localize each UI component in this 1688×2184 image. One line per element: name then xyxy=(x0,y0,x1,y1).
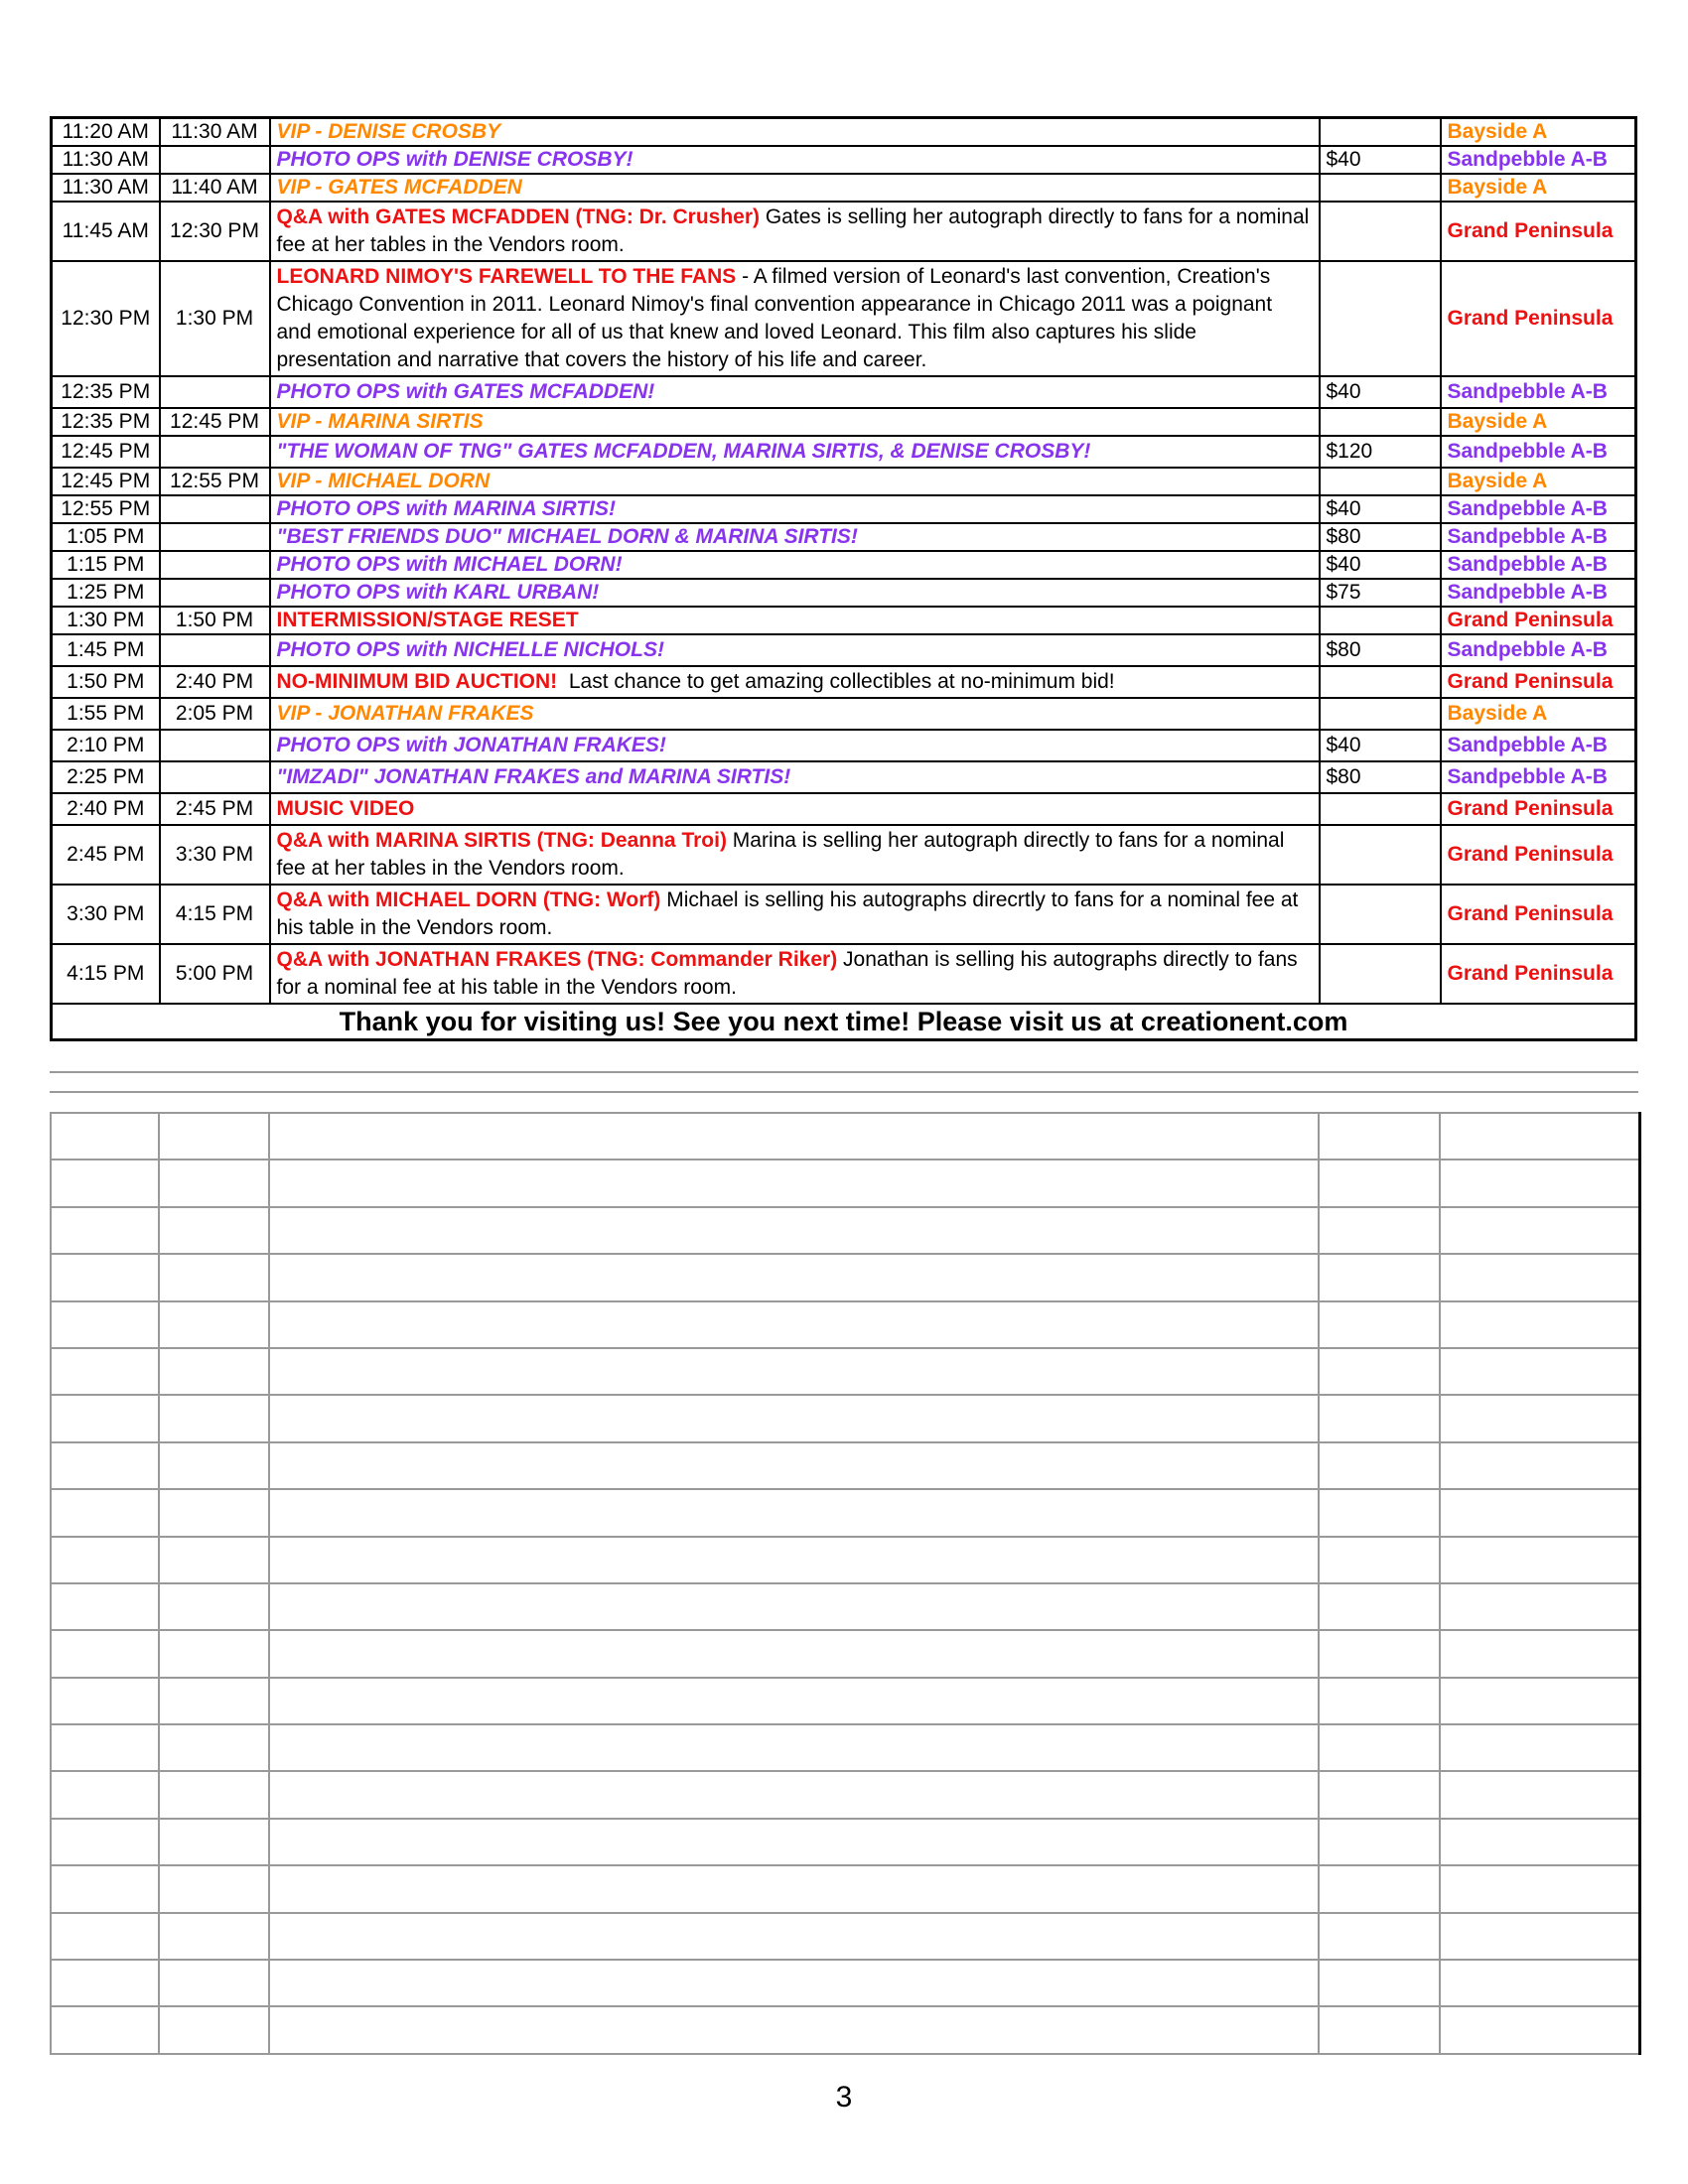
event-title: NO-MINIMUM BID AUCTION! xyxy=(276,670,558,693)
event-cell xyxy=(270,436,1320,468)
blank-cell xyxy=(51,1583,159,1630)
blank-row xyxy=(51,1489,1639,1536)
location: Sandpebble A-B xyxy=(1441,761,1636,793)
start-time: 11:30 AM xyxy=(52,174,160,202)
blank-cell xyxy=(269,1207,1319,1254)
blank-cell xyxy=(269,1913,1319,1960)
schedule-row xyxy=(52,666,1636,698)
blank-cell xyxy=(269,1819,1319,1865)
blank-cell xyxy=(269,1113,1319,1160)
location: Grand Peninsula xyxy=(1441,944,1636,1004)
end-time: 2:05 PM xyxy=(160,698,270,730)
schedule-row xyxy=(52,174,1636,202)
schedule-row xyxy=(52,261,1636,376)
start-time: 2:40 PM xyxy=(52,793,160,825)
start-time: 1:15 PM xyxy=(52,551,160,579)
price xyxy=(1320,261,1441,376)
schedule-row xyxy=(52,118,1636,147)
blank-cell xyxy=(269,1771,1319,1818)
event-title: VIP - MICHAEL DORN xyxy=(276,470,491,492)
blank-row xyxy=(51,2006,1639,2054)
event-title: PHOTO OPS with GATES MCFADDEN! xyxy=(276,380,655,403)
start-time: 1:05 PM xyxy=(52,523,160,551)
event-cell xyxy=(270,376,1320,408)
start-time: 3:30 PM xyxy=(52,885,160,944)
blank-cell xyxy=(159,1207,269,1254)
price xyxy=(1320,698,1441,730)
schedule-table xyxy=(50,116,1637,1041)
end-time xyxy=(160,579,270,607)
event-title: VIP - GATES MCFADDEN xyxy=(276,176,522,199)
blank-cell xyxy=(1440,1442,1639,1489)
location: Grand Peninsula xyxy=(1441,607,1636,634)
blank-cell xyxy=(159,1254,269,1300)
start-time: 1:30 PM xyxy=(52,607,160,634)
start-time: 12:30 PM xyxy=(52,261,160,376)
start-time: 12:35 PM xyxy=(52,376,160,408)
price xyxy=(1320,174,1441,202)
blank-row xyxy=(51,1113,1639,1160)
event-title: INTERMISSION/STAGE RESET xyxy=(276,609,579,631)
event-cell xyxy=(270,666,1320,698)
blank-cell xyxy=(51,1113,159,1160)
event-cell xyxy=(270,793,1320,825)
blank-cell xyxy=(269,1395,1319,1441)
location: Bayside A xyxy=(1441,468,1636,495)
blank-cell xyxy=(269,1865,1319,1912)
schedule-row xyxy=(52,607,1636,634)
end-time: 1:30 PM xyxy=(160,261,270,376)
blank-cell xyxy=(1440,1630,1639,1677)
end-time: 3:30 PM xyxy=(160,825,270,885)
blank-cell xyxy=(1319,1913,1440,1960)
location: Grand Peninsula xyxy=(1441,261,1636,376)
blank-row xyxy=(51,1301,1639,1348)
location: Grand Peninsula xyxy=(1441,885,1636,944)
event-cell xyxy=(270,825,1320,885)
schedule-body xyxy=(52,118,1636,1005)
start-time: 1:55 PM xyxy=(52,698,160,730)
price xyxy=(1320,885,1441,944)
end-time: 11:30 AM xyxy=(160,118,270,147)
price xyxy=(1320,607,1441,634)
price: $75 xyxy=(1320,579,1441,607)
blank-cell xyxy=(269,1724,1319,1771)
blank-cell xyxy=(269,1960,1319,2006)
schedule-row xyxy=(52,436,1636,468)
schedule-row xyxy=(52,761,1636,793)
blank-cell xyxy=(1440,1771,1639,1818)
event-cell xyxy=(270,730,1320,761)
event-title: PHOTO OPS with KARL URBAN! xyxy=(276,581,600,604)
location: Sandpebble A-B xyxy=(1441,376,1636,408)
blank-cell xyxy=(159,1960,269,2006)
event-cell xyxy=(270,408,1320,436)
start-time: 4:15 PM xyxy=(52,944,160,1004)
end-time: 5:00 PM xyxy=(160,944,270,1004)
start-time: 2:45 PM xyxy=(52,825,160,885)
blank-cell xyxy=(269,1630,1319,1677)
blank-cell xyxy=(1440,1348,1639,1395)
price: $40 xyxy=(1320,376,1441,408)
blank-row xyxy=(51,1442,1639,1489)
blank-row xyxy=(51,1819,1639,1865)
blank-cell xyxy=(159,1771,269,1818)
event-title: "THE WOMAN OF TNG" GATES MCFADDEN, MARINA SIRTIS, & DENISE CROSBY! xyxy=(276,440,1091,463)
blank-cell xyxy=(159,2006,269,2054)
blank-cell xyxy=(51,1395,159,1441)
event-cell xyxy=(270,634,1320,666)
event-title: "IMZADI" JONATHAN FRAKES and MARINA SIRTIS! xyxy=(276,765,791,788)
event-title: VIP - DENISE CROSBY xyxy=(276,120,501,143)
blank-cell xyxy=(51,1678,159,1724)
blank-cell xyxy=(159,1442,269,1489)
event-description: Last chance to get amazing collectibles at no-minimum bid! xyxy=(557,670,1115,693)
blank-cell xyxy=(269,2006,1319,2054)
location: Bayside A xyxy=(1441,698,1636,730)
price: $80 xyxy=(1320,634,1441,666)
blank-cell xyxy=(159,1630,269,1677)
price xyxy=(1320,793,1441,825)
blank-cell xyxy=(51,1819,159,1865)
blank-cell xyxy=(51,1489,159,1536)
event-cell xyxy=(270,944,1320,1004)
event-cell xyxy=(270,261,1320,376)
end-time xyxy=(160,730,270,761)
blank-cell xyxy=(159,1160,269,1206)
blank-cell xyxy=(51,1301,159,1348)
blank-cell xyxy=(159,1489,269,1536)
blank-cell xyxy=(1440,1583,1639,1630)
blank-cell xyxy=(1440,1865,1639,1912)
location: Sandpebble A-B xyxy=(1441,634,1636,666)
end-time: 12:45 PM xyxy=(160,408,270,436)
blank-cell xyxy=(1319,1160,1440,1206)
blank-row xyxy=(51,1395,1639,1441)
schedule-row xyxy=(52,825,1636,885)
blank-cell xyxy=(1440,1537,1639,1583)
blank-cell xyxy=(51,1160,159,1206)
event-cell xyxy=(270,698,1320,730)
event-cell xyxy=(270,146,1320,174)
end-time: 1:50 PM xyxy=(160,607,270,634)
start-time: 12:35 PM xyxy=(52,408,160,436)
blank-row xyxy=(51,1348,1639,1395)
blank-cell xyxy=(51,1865,159,1912)
blank-cell xyxy=(51,1771,159,1818)
event-description: Marina is selling her autograph directly to fans for a nominal fee at her tables in the Vendors room. xyxy=(276,829,1291,880)
blank-cell xyxy=(1440,1301,1639,1348)
event-description: Jonathan is selling his autographs directly to fans for a nominal fee at his table in the Vendors room. xyxy=(276,948,1304,999)
blank-cell xyxy=(1319,1865,1440,1912)
blank-cell xyxy=(269,1301,1319,1348)
blank-cell xyxy=(51,1724,159,1771)
price: $80 xyxy=(1320,761,1441,793)
blank-cell xyxy=(1319,1489,1440,1536)
event-title: VIP - JONATHAN FRAKES xyxy=(276,702,534,725)
footer-row xyxy=(52,1004,1636,1040)
price xyxy=(1320,666,1441,698)
blank-cell xyxy=(1319,2006,1440,2054)
blank-cell xyxy=(1319,1678,1440,1724)
blank-cell xyxy=(1440,1724,1639,1771)
blank-cell xyxy=(1440,1113,1639,1160)
blank-cell xyxy=(1319,1113,1440,1160)
blank-row xyxy=(51,1960,1639,2006)
blank-row xyxy=(51,1207,1639,1254)
schedule-row xyxy=(52,730,1636,761)
blank-cell xyxy=(1440,2006,1639,2054)
event-title: LEONARD NIMOY'S FAREWELL TO THE FANS xyxy=(276,265,737,288)
schedule-row xyxy=(52,146,1636,174)
blank-cell xyxy=(51,1913,159,1960)
blank-cell xyxy=(51,1348,159,1395)
start-time: 1:50 PM xyxy=(52,666,160,698)
start-time: 12:45 PM xyxy=(52,468,160,495)
event-cell xyxy=(270,607,1320,634)
price xyxy=(1320,825,1441,885)
blank-cell xyxy=(269,1678,1319,1724)
price xyxy=(1320,468,1441,495)
blank-cell xyxy=(1319,1348,1440,1395)
location: Grand Peninsula xyxy=(1441,202,1636,261)
blank-cell xyxy=(51,1630,159,1677)
blank-cell xyxy=(51,2006,159,2054)
blank-row xyxy=(51,1771,1639,1818)
blank-cell xyxy=(159,1395,269,1441)
blank-cell xyxy=(1319,1254,1440,1300)
event-title: PHOTO OPS with MICHAEL DORN! xyxy=(276,553,623,576)
location: Sandpebble A-B xyxy=(1441,495,1636,523)
event-title: PHOTO OPS with JONATHAN FRAKES! xyxy=(276,734,666,756)
blank-cell xyxy=(159,1348,269,1395)
location: Sandpebble A-B xyxy=(1441,551,1636,579)
end-time xyxy=(160,551,270,579)
end-time xyxy=(160,634,270,666)
schedule-row xyxy=(52,202,1636,261)
event-cell xyxy=(270,202,1320,261)
price: $40 xyxy=(1320,730,1441,761)
blank-cell xyxy=(51,1537,159,1583)
blank-cell xyxy=(1319,1771,1440,1818)
end-time xyxy=(160,495,270,523)
blank-cell xyxy=(1319,1583,1440,1630)
blank-cell xyxy=(1440,1819,1639,1865)
blank-cell xyxy=(1440,1254,1639,1300)
start-time: 11:20 AM xyxy=(52,118,160,147)
blank-row xyxy=(51,1254,1639,1300)
schedule-row xyxy=(52,408,1636,436)
blank-row xyxy=(51,1724,1639,1771)
event-title: "BEST FRIENDS DUO" MICHAEL DORN & MARINA SIRTIS! xyxy=(276,525,858,548)
end-time: 2:45 PM xyxy=(160,793,270,825)
event-cell xyxy=(270,118,1320,147)
event-description: Michael is selling his autographs direcrtly to fans for a nominal fee at his table in the Vendors room. xyxy=(276,888,1305,939)
location: Grand Peninsula xyxy=(1441,793,1636,825)
event-cell xyxy=(270,495,1320,523)
blank-cell xyxy=(51,1442,159,1489)
blank-cell xyxy=(1319,1819,1440,1865)
price: $80 xyxy=(1320,523,1441,551)
event-title: PHOTO OPS with MARINA SIRTIS! xyxy=(276,497,616,520)
start-time: 11:30 AM xyxy=(52,146,160,174)
blank-row xyxy=(51,1537,1639,1583)
event-cell xyxy=(270,885,1320,944)
blank-cell xyxy=(1319,1537,1440,1583)
event-title: VIP - MARINA SIRTIS xyxy=(276,410,484,433)
start-time: 12:45 PM xyxy=(52,436,160,468)
price: $120 xyxy=(1320,436,1441,468)
end-time xyxy=(160,523,270,551)
blank-cell xyxy=(51,1960,159,2006)
schedule-row xyxy=(52,523,1636,551)
blank-cell xyxy=(1319,1395,1440,1441)
end-time: 2:40 PM xyxy=(160,666,270,698)
event-title: PHOTO OPS with NICHELLE NICHOLS! xyxy=(276,638,664,661)
blank-row xyxy=(51,1865,1639,1912)
schedule-row xyxy=(52,468,1636,495)
event-title: Q&A with JONATHAN FRAKES (TNG: Commander Riker) xyxy=(276,948,838,971)
blank-cell xyxy=(269,1348,1319,1395)
blank-cell xyxy=(159,1724,269,1771)
blank-cell xyxy=(1319,1301,1440,1348)
price: $40 xyxy=(1320,551,1441,579)
blank-row xyxy=(51,1678,1639,1724)
blank-cell xyxy=(1440,1913,1639,1960)
location: Sandpebble A-B xyxy=(1441,579,1636,607)
event-cell xyxy=(270,523,1320,551)
page-number: 3 xyxy=(835,2081,853,2114)
event-cell xyxy=(270,761,1320,793)
blank-grid xyxy=(50,1112,1641,2055)
price xyxy=(1320,944,1441,1004)
separator-line xyxy=(50,1071,1638,1073)
event-cell xyxy=(270,468,1320,495)
schedule-row xyxy=(52,698,1636,730)
blank-cell xyxy=(159,1537,269,1583)
event-description: Gates is selling her autograph directly to fans for a nominal fee at her tables in the Vendors room. xyxy=(276,205,1316,256)
blank-cell xyxy=(1440,1207,1639,1254)
blank-cell xyxy=(1440,1960,1639,2006)
blank-cell xyxy=(159,1913,269,1960)
blank-cell xyxy=(159,1678,269,1724)
blank-cell xyxy=(159,1819,269,1865)
blank-cell xyxy=(159,1583,269,1630)
blank-cell xyxy=(51,1207,159,1254)
blank-cell xyxy=(269,1537,1319,1583)
end-time xyxy=(160,436,270,468)
schedule-row xyxy=(52,944,1636,1004)
blank-cell xyxy=(159,1865,269,1912)
location: Sandpebble A-B xyxy=(1441,523,1636,551)
price xyxy=(1320,408,1441,436)
blank-cell xyxy=(1440,1160,1639,1206)
start-time: 2:10 PM xyxy=(52,730,160,761)
footer-message: Thank you for visiting us! See you next time! Please visit us at creationent.com xyxy=(52,1004,1636,1040)
blank-cell xyxy=(1319,1207,1440,1254)
blank-row xyxy=(51,1913,1639,1960)
blank-cell xyxy=(269,1583,1319,1630)
blank-cell xyxy=(269,1442,1319,1489)
price xyxy=(1320,202,1441,261)
start-time: 1:45 PM xyxy=(52,634,160,666)
blank-cell xyxy=(51,1254,159,1300)
end-time: 12:55 PM xyxy=(160,468,270,495)
start-time: 12:55 PM xyxy=(52,495,160,523)
blank-cell xyxy=(159,1113,269,1160)
separator-line xyxy=(50,1091,1638,1093)
end-time: 4:15 PM xyxy=(160,885,270,944)
blank-cell xyxy=(269,1254,1319,1300)
end-time xyxy=(160,761,270,793)
blank-cell xyxy=(159,1301,269,1348)
start-time: 11:45 AM xyxy=(52,202,160,261)
location: Sandpebble A-B xyxy=(1441,730,1636,761)
blank-row xyxy=(51,1160,1639,1206)
start-time: 2:25 PM xyxy=(52,761,160,793)
blank-cell xyxy=(269,1489,1319,1536)
blank-cell xyxy=(1319,1724,1440,1771)
location: Sandpebble A-B xyxy=(1441,436,1636,468)
price: $40 xyxy=(1320,495,1441,523)
location: Bayside A xyxy=(1441,408,1636,436)
event-description: - A filmed version of Leonard's last convention, Creation's Chicago Convention in 2011. Leonard Nimoy's final convention appearance in Chicago 2011 was a poignant and emotional experience for all of us that knew and loved Leonard. This film also captures his slide presentation and narrative that covers the history of his life and career. xyxy=(276,265,1278,371)
schedule-row xyxy=(52,885,1636,944)
price: $40 xyxy=(1320,146,1441,174)
schedule-row xyxy=(52,551,1636,579)
schedule-row xyxy=(52,376,1636,408)
location: Grand Peninsula xyxy=(1441,825,1636,885)
schedule-row xyxy=(52,793,1636,825)
blank-cell xyxy=(1440,1678,1639,1724)
location: Grand Peninsula xyxy=(1441,666,1636,698)
end-time xyxy=(160,376,270,408)
event-title: Q&A with MICHAEL DORN (TNG: Worf) xyxy=(276,888,661,911)
event-title: Q&A with MARINA SIRTIS (TNG: Deanna Troi) xyxy=(276,829,727,852)
schedule-row xyxy=(52,495,1636,523)
end-time: 12:30 PM xyxy=(160,202,270,261)
schedule-row xyxy=(52,579,1636,607)
blank-cell xyxy=(269,1160,1319,1206)
event-title: Q&A with GATES MCFADDEN (TNG: Dr. Crusher) xyxy=(276,205,761,228)
price xyxy=(1320,118,1441,147)
event-title: PHOTO OPS with DENISE CROSBY! xyxy=(276,148,633,171)
blank-cell xyxy=(1319,1960,1440,2006)
end-time: 11:40 AM xyxy=(160,174,270,202)
event-title: MUSIC VIDEO xyxy=(276,797,415,820)
blank-cell xyxy=(1319,1442,1440,1489)
location: Bayside A xyxy=(1441,174,1636,202)
blank-row xyxy=(51,1583,1639,1630)
location: Sandpebble A-B xyxy=(1441,146,1636,174)
schedule-row xyxy=(52,634,1636,666)
end-time xyxy=(160,146,270,174)
blank-row xyxy=(51,1630,1639,1677)
blank-cell xyxy=(1319,1630,1440,1677)
blank-cell xyxy=(1440,1395,1639,1441)
event-cell xyxy=(270,174,1320,202)
start-time: 1:25 PM xyxy=(52,579,160,607)
event-cell xyxy=(270,579,1320,607)
event-cell xyxy=(270,551,1320,579)
blank-cell xyxy=(1440,1489,1639,1536)
location: Bayside A xyxy=(1441,118,1636,147)
